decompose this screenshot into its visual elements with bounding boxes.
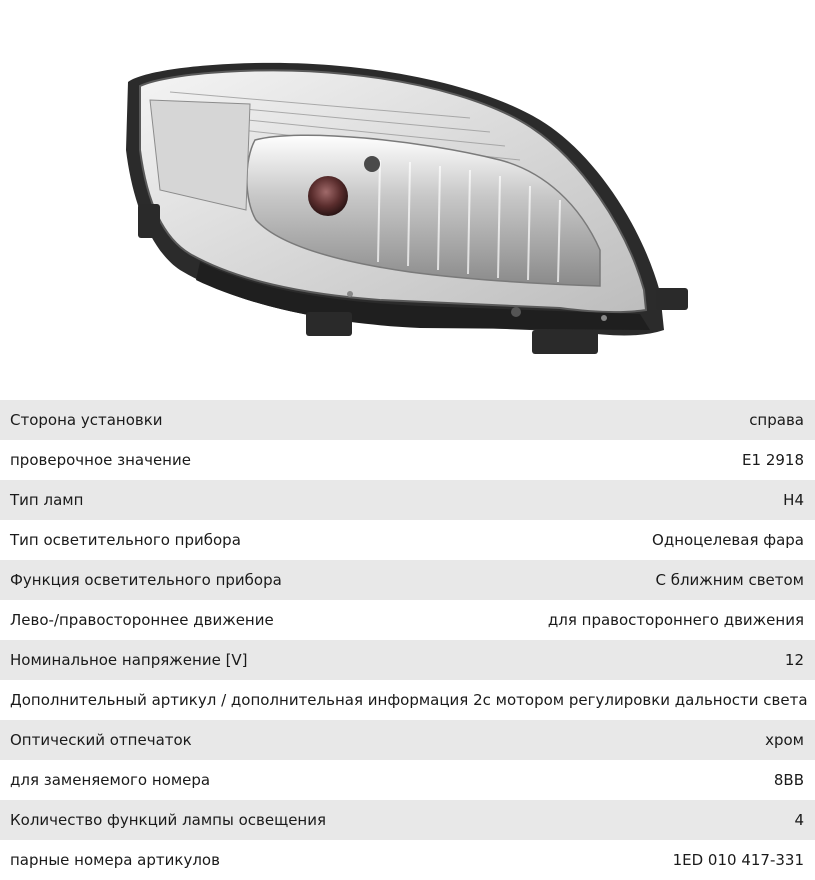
- spec-value: 8BB: [773, 771, 804, 789]
- spec-value: с мотором регулировки дальности света: [482, 691, 808, 709]
- spec-row: [0, 520, 815, 560]
- spec-row: [0, 840, 815, 880]
- spec-row: [0, 680, 815, 720]
- spec-row: [0, 600, 815, 640]
- bulb-icon: [308, 176, 348, 216]
- spec-value: 1ED 010 417-331: [672, 851, 804, 869]
- mount-tab-side: [656, 288, 688, 310]
- spec-value: хром: [765, 731, 804, 749]
- spec-row: [0, 440, 815, 480]
- spec-value: E1 2918: [742, 451, 804, 469]
- spec-value: 12: [784, 651, 804, 669]
- spec-value: для правостороннего движения: [547, 611, 804, 629]
- spec-value: 4: [794, 811, 804, 829]
- spec-value: справа: [749, 411, 804, 429]
- mount-tab-back: [138, 204, 160, 238]
- spec-label: Оптический отпечаток: [10, 731, 192, 749]
- spec-label: Номинальное напряжение [V]: [10, 651, 248, 669]
- spec-table: [0, 400, 815, 880]
- spec-label: Лево-/правостороннее движение: [10, 611, 274, 629]
- spec-label: Тип ламп: [10, 491, 84, 509]
- spec-label: для заменяемого номера: [10, 771, 211, 789]
- spec-label: проверочное значение: [10, 451, 191, 469]
- spec-label: Дополнительный артикул / дополнительная информация 2: [10, 691, 483, 709]
- mount-tab-left: [306, 312, 352, 336]
- spec-label: Функция осветительного прибора: [10, 571, 282, 589]
- spec-label: Сторона установки: [10, 411, 163, 429]
- spec-row: [0, 720, 815, 760]
- spec-row: [0, 800, 815, 840]
- spec-value: С ближним светом: [655, 571, 804, 589]
- spec-row: [0, 480, 815, 520]
- spec-value: H4: [783, 491, 804, 509]
- spec-row: [0, 400, 815, 440]
- spec-label: Количество функций лампы освещения: [10, 811, 327, 829]
- spec-value: Одноцелевая фара: [652, 531, 804, 549]
- headlight-product-image: [0, 0, 815, 400]
- mount-tab-right: [532, 330, 598, 354]
- spec-row: [0, 640, 815, 680]
- spec-row: [0, 760, 815, 800]
- spec-row: [0, 560, 815, 600]
- spec-label: парные номера артикулов: [10, 851, 220, 869]
- spec-label: Тип осветительного прибора: [10, 531, 241, 549]
